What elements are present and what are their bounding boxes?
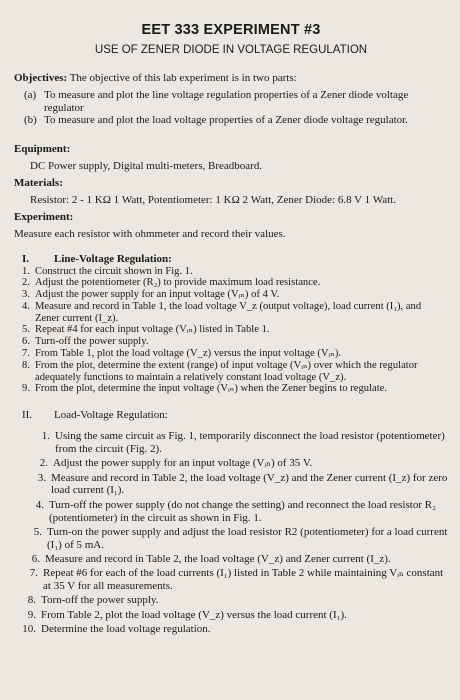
materials-label: Materials: xyxy=(14,176,63,189)
list-item-number: 8. xyxy=(22,359,30,371)
list-item xyxy=(14,609,448,622)
objective-item xyxy=(14,114,448,127)
list-item-text: Adjust the potentiometer (R₂) to provide maximum load resistance. xyxy=(35,277,321,289)
list-item xyxy=(14,383,448,395)
equipment-section xyxy=(14,143,448,173)
list-item xyxy=(14,499,448,525)
list-item-text: Turn-on the power supply and adjust the load resistor R2 (potentiometer) for a load current (I₁) of 5 mA. xyxy=(47,525,448,551)
experiment-text: Measure each resistor with ohmmeter and record their values. xyxy=(14,227,286,240)
list-item-text: From the plot, determine the extent (range) of input voltage (Vᵢₙ) over which the regulator adequately functions to maintain a relatively constant load voltage (V_z). xyxy=(35,359,418,383)
objective-text: To measure and plot the load voltage properties of a Zener diode voltage regulator. xyxy=(44,114,408,126)
list-item xyxy=(14,301,448,325)
objective-mark: (b) xyxy=(24,114,37,126)
list-item xyxy=(14,289,448,301)
experiment-label: Experiment: xyxy=(14,210,74,223)
list-item xyxy=(14,324,448,336)
list-item-number: 3. xyxy=(37,471,46,484)
list-item-number: 6. xyxy=(31,552,40,565)
list-item-text: Measure and record in Table 1, the load voltage V_z (output voltage), load current (I₁), and Zener current (I_z). xyxy=(35,300,422,324)
list-item xyxy=(14,553,448,566)
list-item xyxy=(14,360,448,384)
list-item-number: 8. xyxy=(27,594,36,607)
list-item-text: Repeat #4 for each input voltage (Vᵢₙ) listed in Table 1. xyxy=(35,324,270,336)
section-title: Line-Voltage Regulation: xyxy=(54,252,172,265)
objective-mark: (a) xyxy=(24,89,37,101)
objectives-text: The objective of this lab experiment is in two parts: xyxy=(67,72,297,84)
list-item-number: 1. xyxy=(22,265,30,277)
list-item-text: Adjust the power supply for an input voltage (Vᵢₙ) of 35 V. xyxy=(53,457,313,470)
list-item-number: 1. xyxy=(41,430,50,443)
list-item-number: 10. xyxy=(22,622,36,635)
list-item-text: Construct the circuit shown in Fig. 1. xyxy=(35,265,193,277)
list-item-text: From Table 1, plot the load voltage (V_z) versus the input voltage (Vᵢₙ). xyxy=(35,348,342,360)
list-item-text: Determine the load voltage regulation. xyxy=(41,622,211,635)
list-item-number: 4. xyxy=(35,498,44,511)
list-item xyxy=(14,526,448,552)
list-item-text: Repeat #6 for each of the load currents (I₁) listed in Table 2 while maintaining Vᵢₙ constant at 35 V for all measurements. xyxy=(43,567,444,593)
list-item-text: Measure and record in Table 2, the load voltage (V_z) and Zener current (I_z). xyxy=(45,552,391,565)
list-item xyxy=(14,430,448,456)
section-title: Load-Voltage Regulation: xyxy=(54,409,168,422)
list-item-number: 2. xyxy=(22,277,30,289)
objective-text: To measure and plot the line voltage regulation properties of a Zener diode voltage regulator xyxy=(44,89,409,114)
list-item-number: 6. xyxy=(22,336,30,348)
list-item-text: Turn-off the power supply. xyxy=(35,336,149,348)
list-item xyxy=(14,567,448,593)
objectives-section xyxy=(14,72,448,127)
list-item-number: 4. xyxy=(22,300,30,312)
list-item-number: 5. xyxy=(33,525,42,538)
section-1-heading xyxy=(14,253,448,266)
list-item-text: From the plot, determine the input voltage (Vᵢₙ) when the Zener begins to regulate. xyxy=(35,383,387,395)
equipment-text: DC Power supply, Digital multi-meters, Breadboard. xyxy=(30,159,263,172)
list-item-text: Turn-off the power supply (do not change the setting) and reconnect the load resistor R₂ (potentiometer) in the circuit as shown in Fig. 1. xyxy=(49,498,436,524)
section-2-heading xyxy=(14,409,448,422)
equipment-label: Equipment: xyxy=(14,142,71,155)
list-item-number: 2. xyxy=(39,457,48,470)
list-item-number: 9. xyxy=(27,608,36,621)
list-item-number: 5. xyxy=(22,324,30,336)
list-item-number: 9. xyxy=(22,383,30,395)
experiment-section xyxy=(14,211,448,241)
materials-text: Resistor: 2 - 1 KΩ 1 Watt, Potentiometer: 1 KΩ 2 Watt, Zener Diode: 6.8 V 1 Watt. xyxy=(30,193,396,206)
list-item xyxy=(14,336,448,348)
page-title: EET 333 EXPERIMENT #3 xyxy=(141,22,321,38)
section-number: II. xyxy=(22,409,33,422)
list-item xyxy=(14,348,448,360)
list-item-text: Measure and record in Table 2, the load voltage (V_z) and the Zener current (I_z) for zero load current (I₁). xyxy=(51,471,448,497)
objective-item xyxy=(14,89,448,114)
load-regulation-steps xyxy=(14,430,448,635)
list-item xyxy=(14,277,448,289)
list-item-text: Adjust the power supply for an input voltage (Vᵢₙ) of 4 V. xyxy=(35,289,280,301)
page-subtitle: USE OF ZENER DIODE IN VOLTAGE REGULATION xyxy=(94,44,368,56)
materials-section xyxy=(14,177,448,207)
list-item-text: Using the same circuit as Fig. 1, temporarily disconnect the load resistor (potentiometer) from the circuit (Fig. 2). xyxy=(55,430,445,456)
list-item-number: 7. xyxy=(29,567,38,580)
list-item xyxy=(14,457,448,470)
list-item-text: From Table 2, plot the load voltage (V_z) versus the load current (I₁). xyxy=(41,608,347,621)
list-item xyxy=(14,594,448,607)
list-item xyxy=(14,472,448,498)
list-item-number: 7. xyxy=(22,348,30,360)
list-item-text: Torn-off the power supply. xyxy=(41,594,159,607)
line-regulation-steps xyxy=(14,266,448,396)
objectives-label: Objectives: xyxy=(14,72,68,84)
list-item xyxy=(14,623,448,636)
section-number: I. xyxy=(22,252,30,265)
list-item xyxy=(14,266,448,278)
list-item-number: 3. xyxy=(22,289,30,301)
